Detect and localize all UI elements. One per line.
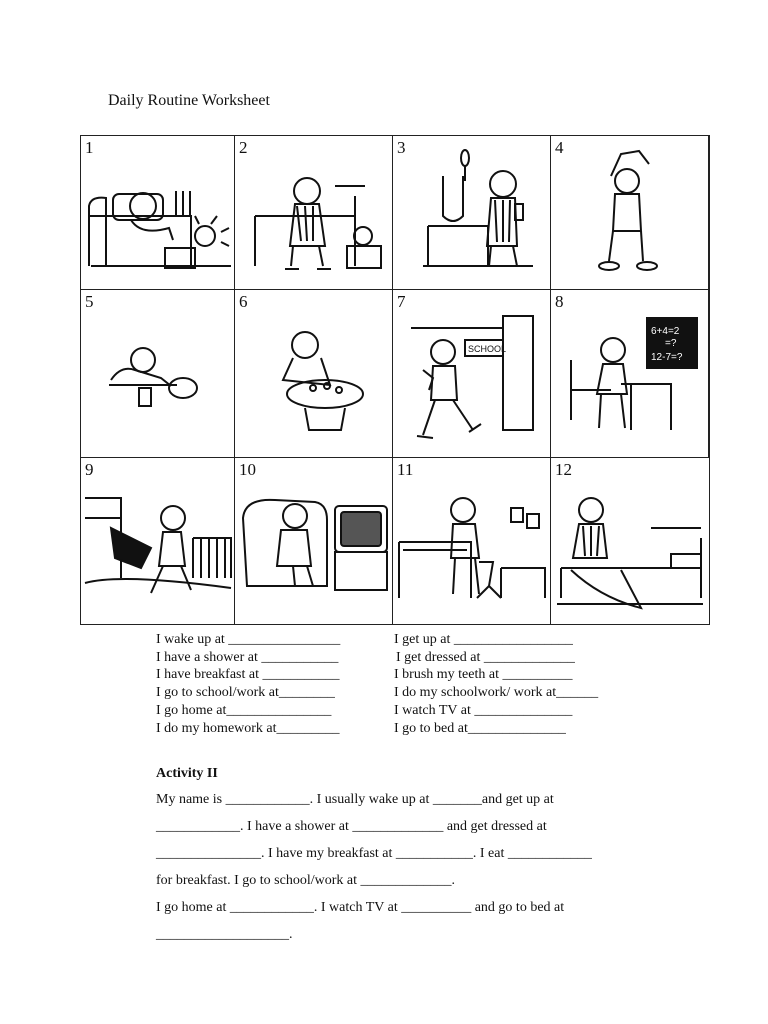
picture-grid	[80, 135, 710, 625]
picture-cell-6	[235, 290, 393, 458]
blackboard-line: =?	[665, 338, 677, 349]
activity-line: I go home at_______________	[156, 703, 332, 718]
activity-line: I watch TV at ______________	[394, 703, 573, 718]
brush-teeth-illustration	[393, 136, 551, 290]
paragraph-line: My name is ____________. I usually wake up at _______and get up at	[156, 792, 554, 807]
paragraph-line: I go home at ____________. I watch TV at __________ and go to bed at	[156, 900, 565, 915]
picture-number: 2	[239, 138, 248, 157]
go-to-bed-illustration	[551, 458, 709, 624]
get-dressed-illustration	[551, 136, 709, 290]
wake-up-illustration	[81, 136, 235, 290]
schoolwork-illustration	[551, 290, 709, 458]
page-title: Daily Routine Worksheet	[108, 92, 270, 109]
blackboard-line: 6+4=2	[651, 326, 680, 337]
picture-number: 7	[397, 292, 406, 311]
paragraph-line: _______________. I have my breakfast at ___________. I eat ____________	[156, 846, 592, 861]
picture-cell-5	[81, 290, 235, 458]
picture-number: 8	[555, 292, 564, 311]
picture-cell-12	[551, 458, 709, 624]
picture-cell-9	[81, 458, 235, 624]
go-home-illustration	[81, 458, 235, 624]
picture-cell-8	[551, 290, 709, 458]
get-up-illustration	[235, 136, 393, 290]
activity-line: I have a shower at ___________	[156, 650, 339, 665]
school-sign: SCHOOL	[468, 344, 507, 354]
picture-number: 4	[555, 138, 564, 157]
picture-number: 3	[397, 138, 406, 157]
picture-number: 9	[85, 460, 94, 479]
activity-line: I brush my teeth at __________	[394, 667, 573, 682]
activity-line: I get up at _________________	[394, 632, 573, 647]
shower-illustration	[81, 290, 235, 458]
picture-number: 1	[85, 138, 94, 157]
picture-number: 6	[239, 292, 248, 311]
activity-line: I do my schoolwork/ work at______	[394, 685, 599, 700]
picture-number: 11	[397, 460, 414, 479]
breakfast-illustration	[235, 290, 393, 458]
picture-cell-7	[393, 290, 551, 458]
picture-number: 5	[85, 292, 94, 311]
blackboard-line: 12-7=?	[651, 352, 683, 363]
paragraph-line: for breakfast. I go to school/work at _____________.	[156, 873, 455, 888]
picture-number: 10	[239, 460, 256, 479]
picture-cell-3	[393, 136, 551, 290]
paragraph-line: ____________. I have a shower at _____________ and get dressed at	[156, 819, 547, 834]
activity-line: I go to school/work at________	[156, 685, 335, 700]
homework-illustration	[393, 458, 551, 624]
paragraph-line: ___________________.	[156, 927, 293, 942]
watch-tv-illustration	[235, 458, 393, 624]
activity-line: I have breakfast at ___________	[156, 667, 340, 682]
picture-number: 12	[555, 460, 572, 479]
go-to-school-illustration	[393, 290, 551, 458]
picture-cell-10	[235, 458, 393, 624]
picture-cell-2	[235, 136, 393, 290]
activity-line: I go to bed at______________	[394, 721, 566, 736]
picture-cell-11	[393, 458, 551, 624]
picture-cell-1	[81, 136, 235, 290]
activity-line: I do my homework at_________	[156, 721, 340, 736]
activity-two-title: Activity II	[156, 766, 218, 781]
activity-line: I wake up at ________________	[156, 632, 341, 647]
activity-line: I get dressed at _____________	[396, 650, 575, 665]
picture-cell-4	[551, 136, 709, 290]
